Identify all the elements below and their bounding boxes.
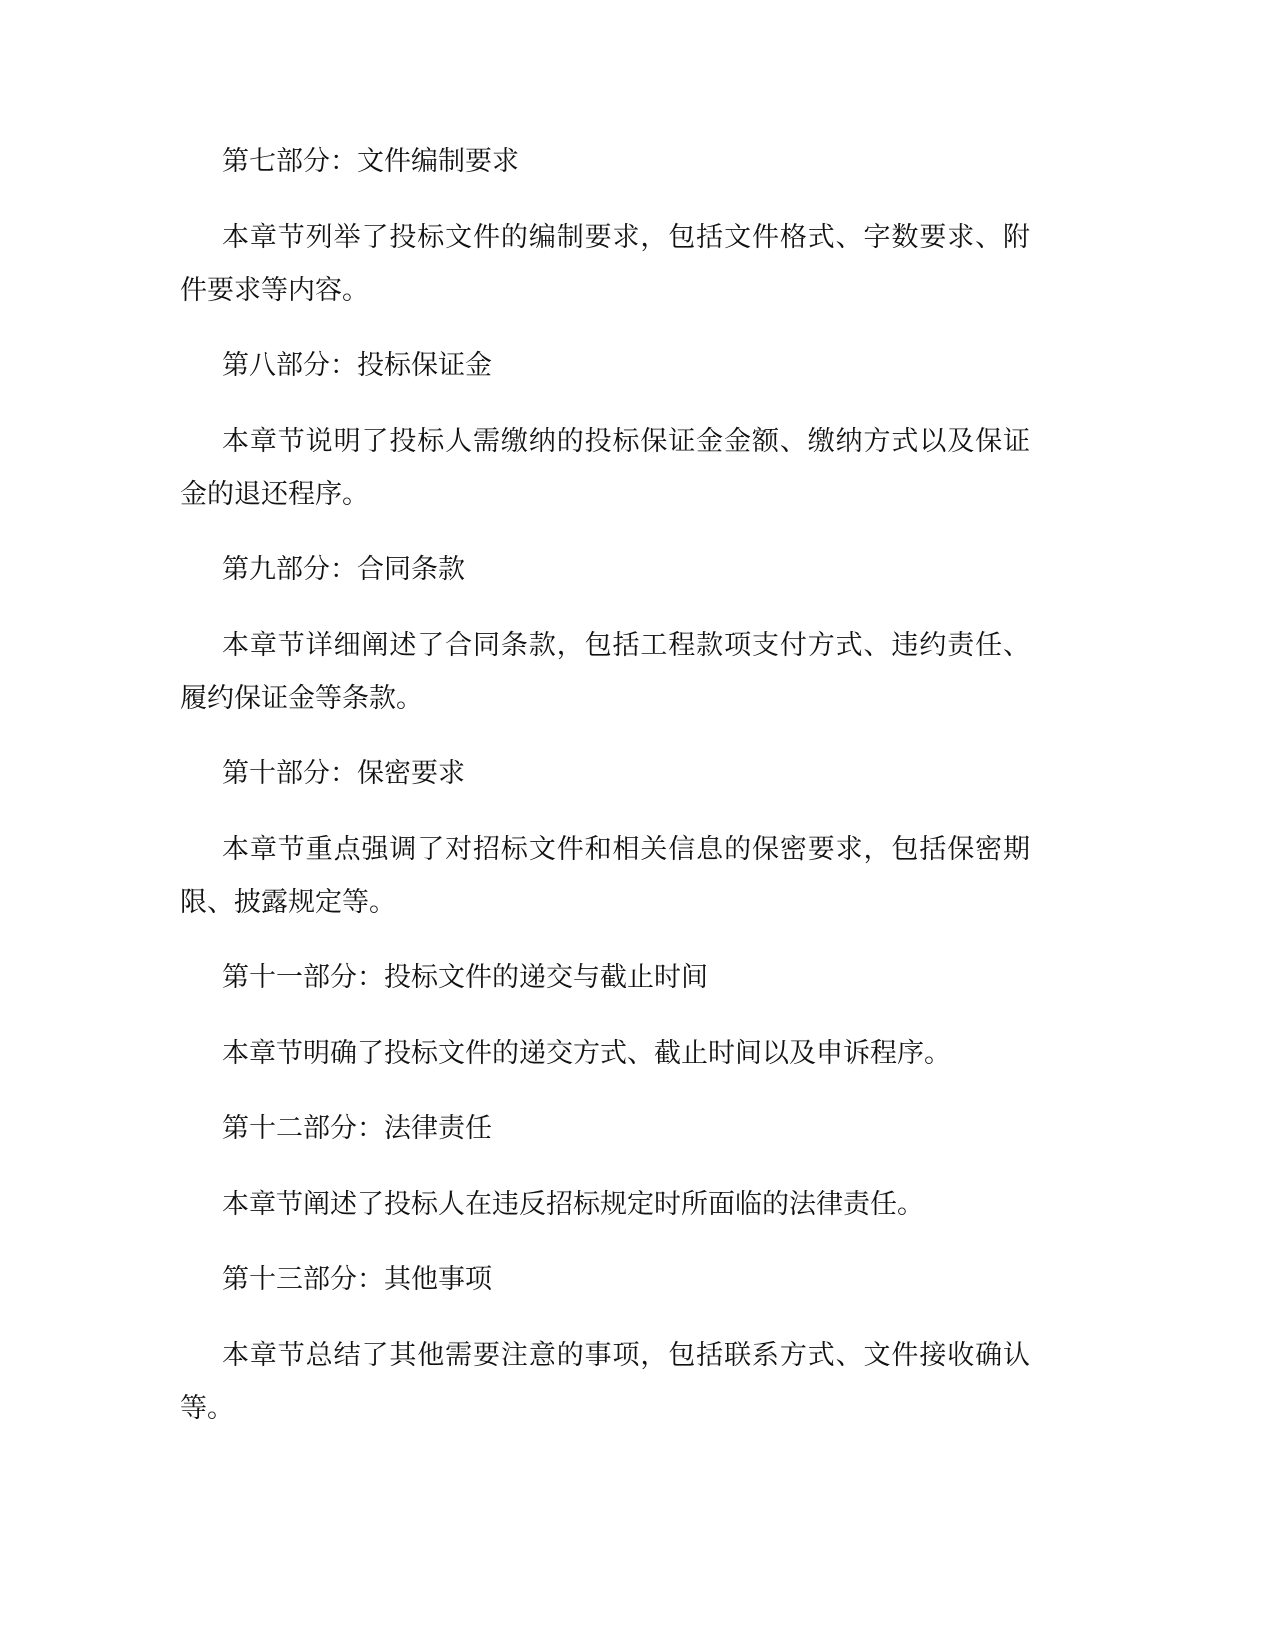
section-heading-8: 第八部分：投标保证金	[222, 350, 492, 381]
section-body-7: 本章节列举了投标文件的编制要求，包括文件格式、字数要求、附件要求等内容。	[180, 222, 1030, 306]
document-content	[180, 138, 1030, 1435]
section-body-13: 本章节总结了其他需要注意的事项，包括联系方式、文件接收确认等。	[180, 1340, 1030, 1424]
section-heading-13: 第十三部分：其他事项	[222, 1264, 492, 1295]
section-heading-10: 第十部分：保密要求	[222, 758, 465, 789]
section-body-12: 本章节阐述了投标人在违反招标规定时所面临的法律责任。	[222, 1189, 924, 1220]
section-body-11: 本章节明确了投标文件的递交方式、截止时间以及申诉程序。	[222, 1038, 951, 1069]
section-body-10: 本章节重点强调了对招标文件和相关信息的保密要求，包括保密期限、披露规定等。	[180, 834, 1030, 918]
section-heading-11: 第十一部分：投标文件的递交与截止时间	[222, 962, 708, 993]
section-body-9: 本章节详细阐述了合同条款，包括工程款项支付方式、违约责任、履约保证金等条款。	[180, 630, 1030, 714]
section-body-8: 本章节说明了投标人需缴纳的投标保证金金额、缴纳方式以及保证金的退还程序。	[180, 426, 1030, 510]
section-heading-9: 第九部分：合同条款	[222, 554, 465, 585]
section-heading-7: 第七部分：文件编制要求	[222, 146, 519, 177]
section-heading-12: 第十二部分：法律责任	[222, 1113, 492, 1144]
